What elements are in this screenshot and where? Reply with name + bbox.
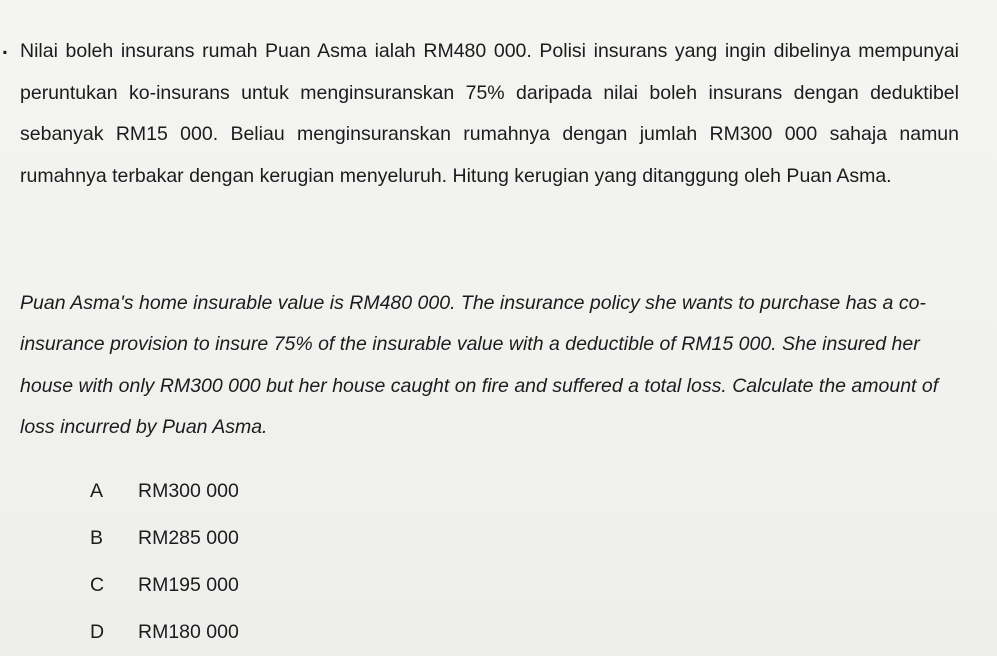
option-letter: A bbox=[90, 480, 104, 502]
question-bullet: . bbox=[2, 36, 8, 59]
option-text: RM180 000 bbox=[138, 621, 239, 643]
option-b[interactable] bbox=[90, 515, 239, 562]
question-text-malay: Nilai boleh insurans rumah Puan Asma ialah RM480 000. Polisi insurans yang ingin dibelinya mempunyai peruntukan ko-insurans untuk menginsuranskan 75% daripada nilai boleh insurans dengan deduktibel sebanyak RM15 000. Beliau menginsuranskan rumahnya dengan jumlah RM300 000 sahaja namun rumahnya terbakar dengan kerugian menyeluruh. Hitung kerugian yang ditanggung oleh Puan Asma. bbox=[20, 40, 959, 187]
option-letter: B bbox=[90, 527, 104, 549]
question-text-english: Puan Asma's home insurable value is RM480 000. The insurance policy she wants to purchase has a co-insurance provision to insure 75% of the insurable value with a deductible of RM15 000. She insured her house with only RM300 000 but her house caught on fire and suffered a total loss. Calculate the amount of loss incurred by Puan Asma. bbox=[20, 292, 939, 438]
option-letter: D bbox=[90, 621, 105, 643]
answer-options bbox=[90, 468, 239, 656]
option-d[interactable] bbox=[90, 609, 239, 656]
option-letter: C bbox=[90, 574, 105, 596]
option-c[interactable] bbox=[90, 562, 239, 609]
option-text: RM285 000 bbox=[138, 527, 239, 549]
option-text: RM300 000 bbox=[138, 480, 239, 502]
option-text: RM195 000 bbox=[138, 574, 239, 596]
option-a[interactable] bbox=[90, 468, 239, 515]
